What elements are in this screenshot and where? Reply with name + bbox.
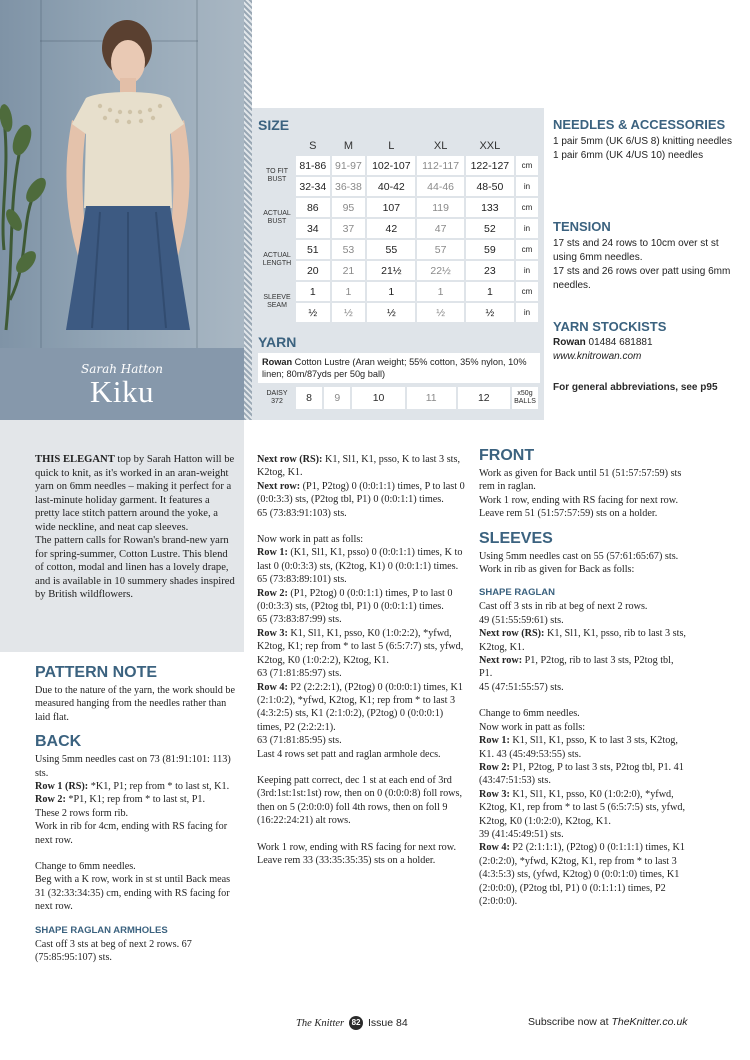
instruction: (P1, P2tog) 0 (0:0:1:1) times, P to last 0 (0:0:3:3) sts, (P2tog tbl, P1) 0 (0:0:1:1) times. <box>257 587 453 613</box>
table-row <box>260 219 538 238</box>
instruction: Change to 6mm needles. <box>479 708 580 720</box>
model-photo <box>0 0 244 348</box>
size-col-m: M <box>343 139 353 152</box>
unit-cell: x50g BALLS <box>512 387 538 409</box>
column-3 <box>479 446 689 908</box>
table-cell: 10 <box>352 387 404 409</box>
instruction: Change to 6mm needles. <box>35 861 136 873</box>
size-table <box>258 135 540 324</box>
row-label: Row 1 (RS): <box>35 781 89 793</box>
table-cell: 55 <box>367 240 415 259</box>
size-col-xxl: XXL <box>479 139 501 152</box>
instruction: Beg with a K row, work in st st until Back meas 31 (32:33:34:35) cm, ending with RS facing for next row. <box>35 874 231 913</box>
footer-subscribe <box>528 1016 688 1028</box>
instruction: K1, Sl1, K1, psso, K0 (1:0:2:2), *yfwd, K2tog, K1; rep from * to last 5 (6:5:7:7) sts, yfwd, K2tog, K0 (1:0:2:2), K2tog, K1. <box>257 627 464 666</box>
instruction: Last 4 rows set patt and raglan armhole decs. <box>257 748 441 760</box>
instruction: Now work in patt as folls: <box>257 534 364 546</box>
stockists-block <box>553 320 743 364</box>
intro-p2: The pattern calls for Rowan's brand-new yarn for spring-summer, Cotton Lustre. This blend of cotton, modal and linen has a lovely drape, and is available in 10 summery shades inspired by British wildflowers. <box>35 535 235 600</box>
row-label: Row 1: <box>257 547 288 559</box>
instruction: 45 (47:51:55:57) sts. <box>479 681 564 693</box>
table-row <box>260 198 538 217</box>
instruction: 65 (73:83:89:101) sts. <box>257 574 347 586</box>
table-row <box>260 240 538 259</box>
instruction: (K1, Sl1, K1, psso) 0 (0:0:1:1) times, K to last 0 (0:0:3:3) sts, (K2tog, K1) 0 (0:0:1:1) times. <box>257 547 463 572</box>
table-row <box>260 282 538 301</box>
stockists-heading: YARN STOCKISTS <box>553 319 667 334</box>
unit-cell: in <box>516 177 538 196</box>
table-cell: 1 <box>466 282 514 301</box>
table-cell: 37 <box>332 219 366 238</box>
row-label: Row 4: <box>257 681 288 693</box>
table-cell: 1 <box>367 282 415 301</box>
table-cell: 21½ <box>367 261 415 280</box>
table-cell: 40-42 <box>367 177 415 196</box>
instruction: Keeping patt correct, dec 1 st at each end of 3rd (3rd:1st:1st:1st) row, then on 0 (0:0:0:8) foll rows, then on 5 (2:0:0:0) foll 4th rows, then on foll 9 (16:22:24:21) alt rows. <box>257 774 463 827</box>
instruction: K1, Sl1, K1, psso, K0 (1:0:2:0), *yfwd, K2tog, K1, rep from * to last 5 (6:5:7:5) sts, yfwd, K2tog, K0 (1:0:2:0), K2tog, K1. <box>479 788 685 827</box>
table-cell: 59 <box>466 240 514 259</box>
instruction: These 2 rows form rib. <box>35 807 129 819</box>
column-2 <box>257 453 467 867</box>
table-cell: 133 <box>466 198 514 217</box>
instruction: 39 (41:45:49:51) sts. <box>479 828 564 840</box>
row-label: SLEEVE SEAM <box>263 294 291 309</box>
page-number: 82 <box>349 1016 363 1030</box>
unit-cell: cm <box>516 198 538 217</box>
back-heading: BACK <box>35 733 82 751</box>
table-cell: 21 <box>332 261 366 280</box>
table-cell: 12 <box>458 387 510 409</box>
intro-p1: top by Sarah Hatton will be quick to knit, as it's worked in an aran-weight yarn on 6mm needles – making it perfect for a last-minute holiday garment. It features a pretty lace stitch pattern around the yoke, a wide neckline, and neat cap sleeves. <box>35 454 235 533</box>
instruction: K1, Sl1, K1, psso, K to last 3 sts, K2tog, K1. <box>257 454 460 479</box>
size-col-xl: XL <box>433 139 448 152</box>
table-cell: ½ <box>417 303 463 322</box>
yarn-quantity-table <box>258 385 540 411</box>
table-row <box>260 177 538 196</box>
row-label: Next row: <box>257 480 301 492</box>
tension-block <box>553 220 743 293</box>
instruction: Work in rib for 4cm, ending with RS facing for next row. <box>35 821 228 846</box>
front-heading: FRONT <box>479 447 535 464</box>
table-cell: 57 <box>417 240 463 259</box>
table-cell: 86 <box>296 198 330 217</box>
table-row <box>260 156 538 175</box>
table-cell: 23 <box>466 261 514 280</box>
stockist-phone: 01484 681881 <box>585 337 653 348</box>
tension-heading: TENSION <box>553 219 611 234</box>
row-label: Next row (RS): <box>257 454 323 465</box>
row-label: Row 3: <box>479 788 510 800</box>
intro-lead: THIS ELEGANT <box>35 454 115 465</box>
table-cell: 1 <box>417 282 463 301</box>
table-cell: 53 <box>332 240 366 259</box>
instruction: K1, Sl1, K1, psso, K to last 3 sts, K2tog, K1. 43 (45:49:53:55) sts. <box>479 735 678 760</box>
decorative-stripe <box>244 0 252 420</box>
subscribe-link[interactable]: TheKnitter.co.uk <box>611 1016 688 1028</box>
instruction: 65 (73:83:87:99) sts. <box>257 614 342 626</box>
row-label: Row 4: <box>479 842 510 854</box>
yarn-heading: YARN <box>258 334 297 350</box>
instruction: *K1, P1; rep from * to last st, K1. <box>88 781 230 793</box>
stockist-brand: Rowan <box>553 337 586 348</box>
instruction: P2 (2:2:2:1), (P2tog) 0 (0:0:0:1) times, K1 (2:1:0:2), *yfwd, K2tog, K1; rep from * to last 3 (4:3:2:5) sts, K1 (2:1:0:2), (P2tog) 0 (0:0:0:1) times, P2 (2:2:2:1). <box>257 681 464 733</box>
table-cell: 47 <box>417 219 463 238</box>
tension-line: 17 sts and 24 rows to 10cm over st st using 6mm needles. <box>553 238 719 263</box>
designer-name: Sarah Hatton <box>80 362 164 376</box>
table-cell: 44-46 <box>417 177 463 196</box>
issue-number: Issue 84 <box>365 1016 408 1029</box>
needles-line: 1 pair 6mm (UK 4/US 10) needles <box>553 150 704 161</box>
instruction: *P1, K1; rep from * to last st, P1. <box>65 794 206 806</box>
pattern-title: Kiku <box>90 374 154 409</box>
table-cell: 107 <box>367 198 415 217</box>
instruction: Work in rib as given for Back as folls: <box>479 564 635 576</box>
row-label: Row 2: <box>35 794 66 806</box>
row-label: Next row: <box>479 655 523 667</box>
row-label: ACTUAL BUST <box>263 210 291 225</box>
instruction: 65 (73:83:91:103) sts. <box>257 507 347 519</box>
table-row <box>260 261 538 280</box>
unit-cell: cm <box>516 282 538 301</box>
table-cell: 51 <box>296 240 330 259</box>
table-row <box>260 303 538 322</box>
table-cell: ½ <box>296 303 330 322</box>
footer-magazine <box>296 1016 408 1030</box>
yarn-brand: Rowan <box>262 357 293 367</box>
column-1 <box>35 663 235 965</box>
instruction: Work as given for Back until 51 (51:57:57:59) sts rem in raglan. <box>479 468 682 493</box>
row-label: Row 1: <box>479 735 510 747</box>
table-cell: 102-107 <box>367 156 415 175</box>
unit-cell: in <box>516 303 538 322</box>
row-label: Row 2: <box>257 587 288 599</box>
table-cell: 48-50 <box>466 177 514 196</box>
table-cell: 36-38 <box>332 177 366 196</box>
row-label: ACTUAL LENGTH <box>262 252 292 267</box>
instruction: Work 1 row, ending with RS facing for next row. <box>257 841 457 853</box>
tension-line: 17 sts and 26 rows over patt using 6mm needles. <box>553 266 731 291</box>
sleeve-raglan-heading: SHAPE RAGLAN <box>479 587 556 599</box>
table-cell: 81-86 <box>296 156 330 175</box>
unit-cell: cm <box>516 156 538 175</box>
table-cell: 95 <box>332 198 366 217</box>
instruction: Cast off 3 sts at beg of next 2 rows. 67 (75:85:95:107) sts. <box>35 938 192 964</box>
size-col-l: L <box>388 139 395 152</box>
needles-line: 1 pair 5mm (UK 6/US 8) knitting needles <box>553 136 732 147</box>
stockist-website[interactable]: www.knitrowan.com <box>553 351 642 362</box>
instruction: (P1, P2tog) 0 (0:0:1:1) times, P to last 0 (0:0:3:3) sts, (P2tog tbl, P1) 0 (0:0:1:1) times. <box>257 480 465 506</box>
sleeves-heading: SLEEVES <box>479 529 553 547</box>
table-cell: 8 <box>296 387 322 409</box>
table-row <box>260 387 538 409</box>
table-cell: 119 <box>417 198 463 217</box>
subscribe-text: Subscribe now at <box>528 1016 612 1028</box>
row-label: Next row (RS): <box>479 628 545 640</box>
pattern-note-text: Due to the nature of the yarn, the work should be measured hanging from the needles rather than laid flat. <box>35 685 236 723</box>
table-cell: 42 <box>367 219 415 238</box>
table-cell: ½ <box>367 303 415 322</box>
table-cell: 9 <box>324 387 350 409</box>
unit-cell: in <box>516 219 538 238</box>
model-illustration <box>0 0 244 348</box>
table-cell: 122-127 <box>466 156 514 175</box>
unit-cell: in <box>516 261 538 280</box>
needles-block <box>553 118 743 163</box>
instruction: Now work in patt as folls: <box>479 721 586 733</box>
instruction: Leave rem 33 (33:35:35:35) sts on a holder. <box>257 854 436 866</box>
raglan-heading: SHAPE RAGLAN ARMHOLES <box>35 924 168 936</box>
size-heading: SIZE <box>258 117 290 133</box>
pattern-note-heading: PATTERN NOTE <box>35 664 158 681</box>
instruction: K1, Sl1, K1, psso, rib to last 3 sts, K2tog, K1. <box>479 628 686 653</box>
yarn-text: Cotton Lustre (Aran weight; 55% cotton, 35% nylon, 10% linen; 80m/87yds per 50g ball) <box>262 357 527 379</box>
instruction: P1, P2tog, P to last 3 sts, P2tog tbl, P1. 41 (43:47:51:53) sts. <box>479 761 684 787</box>
table-cell: 32-34 <box>296 177 330 196</box>
table-cell: ½ <box>332 303 366 322</box>
table-cell: 22½ <box>417 261 463 280</box>
table-cell: 1 <box>296 282 330 301</box>
abbreviations-note: For general abbreviations, see p95 <box>553 382 718 393</box>
table-cell: 11 <box>407 387 456 409</box>
table-cell: 52 <box>466 219 514 238</box>
instruction: Using 5mm needles cast on 55 (57:61:65:67) sts. <box>479 550 679 562</box>
table-cell: 20 <box>296 261 330 280</box>
table-cell: 34 <box>296 219 330 238</box>
row-label: Row 3: <box>257 627 288 639</box>
instruction: P2 (2:1:1:1), (P2tog) 0 (0:1:1:1) times, K1 (2:0:2:0), *yfwd, K2tog, K1, rep from * to last 3 (4:3:5:3) sts, (yfwd, K2tog) 0 (0:0:1:0) times, K1 (2:0:0:0), (P2tog tbl, P1) 0 (0:1:1:1) times, P2 (2:0:0:0). <box>479 842 686 907</box>
table-cell: 112-117 <box>417 156 463 175</box>
shade-label: DAISY 372 <box>266 390 288 405</box>
unit-cell: cm <box>516 240 538 259</box>
instruction: Leave rem 51 (51:57:57:59) sts on a holder. <box>479 508 658 520</box>
magazine-name: The Knitter <box>296 1017 345 1029</box>
row-label: Row 2: <box>479 761 510 773</box>
table-cell: 91-97 <box>332 156 366 175</box>
size-header-row <box>260 137 538 154</box>
instruction: P1, P2tog, rib to last 3 sts, P2tog tbl, P1. <box>479 655 674 680</box>
instruction: Using 5mm needles cast on 73 (81:91:101: 113) sts. <box>35 754 231 779</box>
table-cell: ½ <box>466 303 514 322</box>
needles-heading: NEEDLES & ACCESSORIES <box>553 117 726 132</box>
table-cell: 1 <box>332 282 366 301</box>
instruction: 63 (71:81:85:97) sts. <box>257 668 342 680</box>
instruction: 49 (51:55:59:61) sts. <box>479 614 564 626</box>
instruction: 63 (71:81:85:95) sts. <box>257 735 342 747</box>
intro-text <box>35 453 235 602</box>
row-label: TO FIT BUST <box>265 168 289 183</box>
size-col-s: S <box>309 139 317 152</box>
instruction: Cast off 3 sts in rib at beg of next 2 rows. <box>479 601 648 613</box>
instruction: Work 1 row, ending with RS facing for next row. <box>479 494 679 506</box>
yarn-description <box>258 353 540 383</box>
